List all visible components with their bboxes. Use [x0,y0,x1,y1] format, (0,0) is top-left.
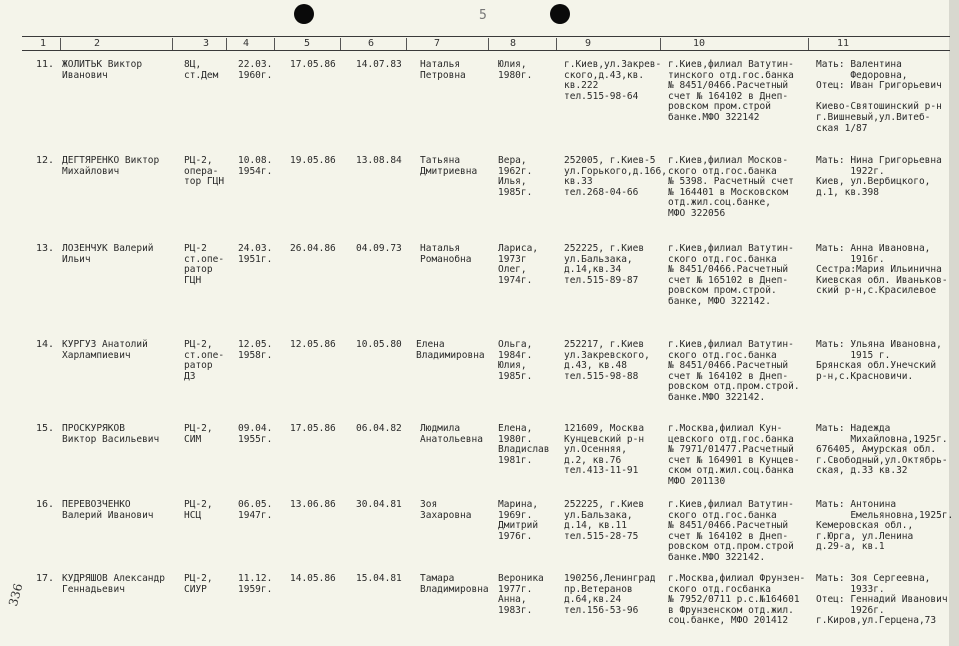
person-name: КУДРЯШОВ Александр Геннадьевич [62,573,165,595]
children: Лариса, 1973г Олег, 1974г. [498,243,539,286]
row-number: 11. [36,59,55,70]
bank-details: г.Киев,филиал Ватутин- тинского отд.гос.банка № 8451/0466.Расчетный счет № 164102 в Днеп- ровском пром.строй банке.МФО 322142 [668,59,794,123]
spouse: Людмила Анатольевна [420,423,483,445]
spouse: Тамара Владимировна [420,573,489,595]
header-rule-bottom [22,50,950,51]
page-number: 5 [479,8,487,23]
children: Марина, 1969г. Дмитрий 1976г. [498,499,539,542]
row-number: 14. [36,339,55,350]
address: 252225, г.Киев ул.Бальзака, д.14,кв.34 тел.515-89-87 [564,243,645,286]
address: 121609, Москва Кунцевский р-н ул.Осенняя, д.2, кв.76 тел.413-11-91 [564,423,645,477]
person-name: ЛОЗЕНЧУК Валерий Ильич [62,243,154,265]
row-number: 15. [36,423,55,434]
position: 8Ц, ст.Дем [184,59,219,81]
relatives: Мать: Валентина Федоровна, Отец: Иван Григорьевич Киево-Святошинский р-н г.Вишневый,ул.Витеб- ская 1/87 [816,59,942,134]
bank-details: г.Киев,филиал Ватутин- ского отд.гос.банка № 8451/0466.Расчетный счет № 165102 в Днеп- ровском пром.строй. банке, МФО 322142. [668,243,794,307]
header-divider [274,38,275,50]
children: Елена, 1980г. Владислав 1981г. [498,423,550,466]
birth-date: 12.05. 1958г. [238,339,273,361]
birth-date: 10.08. 1954г. [238,155,273,177]
birth-date: 24.03. 1951г. [238,243,273,265]
relatives: Мать: Антонина Емельяновна,1925г. Кемеровская обл., г.Юрга, ул.Ленина д.29-а, кв.1 [816,499,954,553]
col-header-9: 9 [585,38,592,49]
spouse: Наталья Романобна [420,243,472,265]
header-divider [488,38,489,50]
date-1: 17.05.86 [290,423,336,434]
date-1: 13.06.86 [290,499,336,510]
col-header-3: 3 [203,38,210,49]
relatives: Мать: Анна Ивановна, 1916г. Сестра:Мария Ильинична Киевская обл. Иваньков- ский р-н,с.Красилевое [816,243,948,297]
col-header-1: 1 [40,38,47,49]
header-divider [172,38,173,50]
date-2: 30.04.81 [356,499,402,510]
person-name: ПРОСКУРЯКОВ Виктор Васильевич [62,423,160,445]
relatives: Мать: Ульяна Ивановна, 1915 г. Брянская обл.Унечский р-н,с.Красновичи. [816,339,942,382]
position: РЦ-2 ст.опе- ратор ГЦН [184,243,225,286]
relatives: Мать: Зоя Сергеевна, 1933г. Отец: Геннадий Иванович 1926г. г.Киров,ул.Герцена,73 [816,573,948,627]
date-2: 04.09.73 [356,243,402,254]
punch-hole-left [294,4,314,24]
position: РЦ-2, НСЦ [184,499,213,521]
col-header-4: 4 [243,38,250,49]
col-header-6: 6 [368,38,375,49]
date-2: 15.04.81 [356,573,402,584]
spouse: Зоя Захаровна [420,499,472,521]
header-divider [660,38,661,50]
children: Юлия, 1980г. [498,59,533,81]
person-name: КУРГУЗ Анатолий Харлампиевич [62,339,148,361]
header-divider [226,38,227,50]
address: 252225, г.Киев ул.Бальзака, д.14, кв.11 тел.515-28-75 [564,499,645,542]
row-number: 12. [36,155,55,166]
position: РЦ-2, СИУР [184,573,213,595]
punch-hole-right [550,4,570,24]
header-divider [340,38,341,50]
row-number: 13. [36,243,55,254]
birth-date: 09.04. 1955г. [238,423,273,445]
position: РЦ-2, СИМ [184,423,213,445]
date-2: 13.08.84 [356,155,402,166]
relatives: Мать: Нина Григорьевна 1922г. Киев, ул.Вербицкого, д.1, кв.398 [816,155,942,198]
person-name: ЖОЛИТЬК Виктор Иванович [62,59,143,81]
birth-date: 22.03. 1960г. [238,59,273,81]
bank-details: г.Киев,филиал Москов- ского отд.гос.банка № 5398. Расчетный счет № 164401 в Московском отд.жил.соц.банке, МФО 322056 [668,155,794,219]
col-header-10: 10 [693,38,706,49]
person-name: ДЕГТЯРЕНКО Виктор Михайлович [62,155,160,177]
children: Вероника 1977г. Анна, 1983г. [498,573,544,616]
children: Вера, 1962г. Илья, 1985г. [498,155,533,198]
col-header-2: 2 [94,38,101,49]
col-header-7: 7 [434,38,441,49]
birth-date: 06.05. 1947г. [238,499,273,521]
date-2: 14.07.83 [356,59,402,70]
birth-date: 11.12. 1959г. [238,573,273,595]
position: РЦ-2, ст.опе- ратор ДЗ [184,339,225,382]
row-number: 17. [36,573,55,584]
col-header-8: 8 [510,38,517,49]
date-1: 17.05.86 [290,59,336,70]
col-header-5: 5 [304,38,311,49]
address: 190256,Ленинград пр.Ветеранов д.64,кв.24 тел.156-53-96 [564,573,656,616]
date-1: 26.04.86 [290,243,336,254]
col-header-11: 11 [837,38,850,49]
header-divider [60,38,61,50]
row-number: 16. [36,499,55,510]
address: 252217, г.Киев ул.Закревского, д.43, кв.48 тел.515-98-88 [564,339,650,382]
header-rule-top [22,36,950,37]
bank-details: г.Киев,филиал Ватутин- ского отд.гос.банка № 8451/0466.Расчетный счет № 164102 в Днеп- ровском отд.пром.строй банке.МФО 322142. [668,499,794,563]
header-divider [406,38,407,50]
spouse: Елена Владимировна [416,339,485,361]
date-1: 14.05.86 [290,573,336,584]
children: Ольга, 1984г. Юлия, 1985г. [498,339,533,382]
header-divider [808,38,809,50]
position: РЦ-2, опера- тор ГЦН [184,155,225,188]
date-2: 06.04.82 [356,423,402,434]
address: 252005, г.Киев-5 ул.Горького,д.166, кв.33 тел.268-04-66 [564,155,667,198]
date-1: 12.05.86 [290,339,336,350]
bank-details: г.Киев,филиал Ватутин- ского отд.гос.банка № 8451/0466.Расчетный счет № 164102 в Днеп- ровском отд.пром.строй. банке.МФО 322142. [668,339,800,403]
bank-details: г.Москва,филиал Кун- цевского отд.гос.банка № 7971/01477.Расчетный счет № 164901 в Кунцев- ском отд.жил.соц.банка МФО 201130 [668,423,800,487]
bank-details: г.Москва,филиал Фрунзен- ского отд.госбанка № 7952/0711 р.с.№164601 в Фрунзенском отд.жил. соц.банке, МФО 201412 [668,573,806,627]
address: г.Киев,ул.Закрев- ского,д.43,кв. кв.222 тел.515-98-64 [564,59,662,102]
spouse: Наталья Петровна [420,59,466,81]
header-divider [556,38,557,50]
relatives: Мать: Надежда Михайловна,1925г. 676405, Амурская обл. г.Свободный,ул.Октябрь- ская, д.33 кв.32 [816,423,948,477]
person-name: ПЕРЕВОЗЧЕНКО Валерий Иванович [62,499,154,521]
date-1: 19.05.86 [290,155,336,166]
margin-handwritten-note: 336 [6,581,26,608]
spouse: Татьяна Дмитриевна [420,155,478,177]
date-2: 10.05.80 [356,339,402,350]
